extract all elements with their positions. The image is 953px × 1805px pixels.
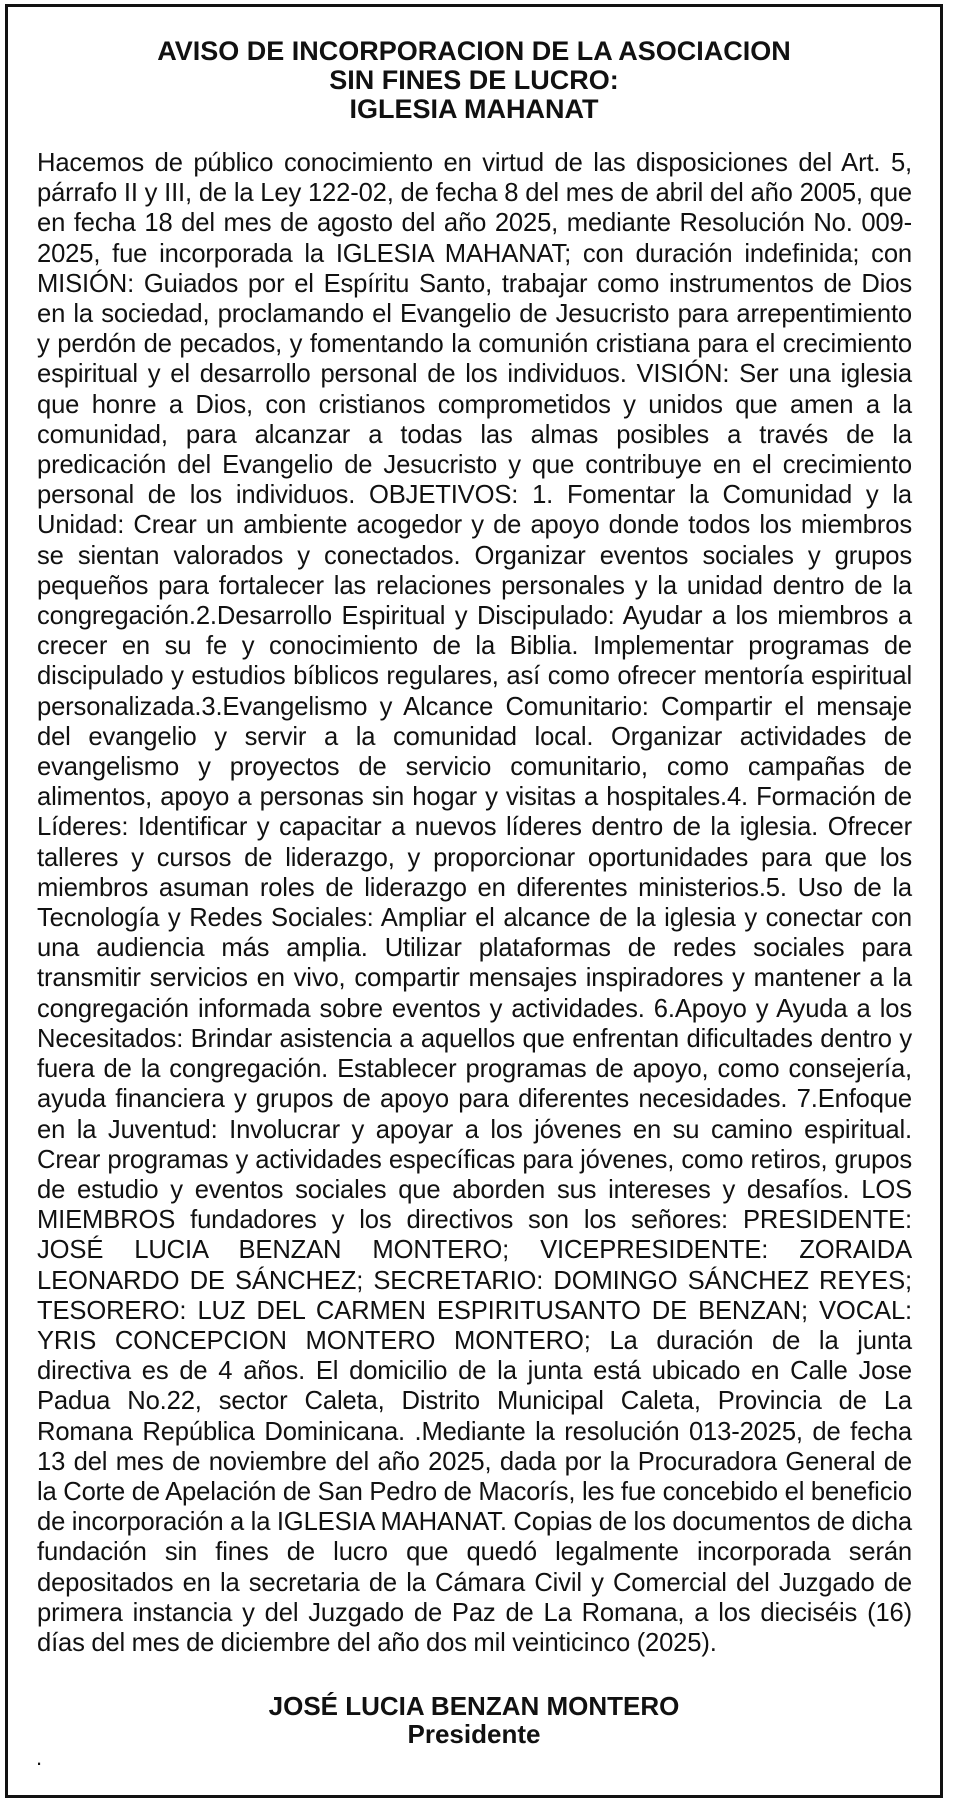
notice-title (8, 37, 940, 124)
signer-name: JOSÉ LUCIA BENZAN MONTERO (268, 1691, 680, 1722)
signature-block (8, 1692, 940, 1748)
footer-mark: . (36, 1745, 43, 1770)
signer-role: Presidente (407, 1719, 541, 1750)
title-line-1: AVISO DE INCORPORACION DE LA ASOCIACION (157, 36, 791, 66)
title-line-3: IGLESIA MAHANAT (349, 94, 599, 124)
notice-body: Hacemos de público conocimiento en virtud de las disposiciones del Art. 5, párrafo II y III, de la Ley 122-02, de fecha 8 del mes de abril del año 2005, que en fecha 18 del mes de agosto del año 2025, mediante Resolución No. 009-2025, fue incorporada la IGLESIA MAHANAT; con duración indefinida; con MISIÓN: Guiados por el Espíritu Santo, trabajar como instrumentos de Dios en la sociedad, proclamando el Evangelio de Jesucristo para arrepentimiento y perdón de pecados, y fomentando la comunión cristiana para el crecimiento espiritual y el desarrollo personal de los individuos. VISIÓN: Ser una iglesia que honre a Dios, con cristianos comprometidos y unidos que amen a la comunidad, para alcanzar a todas las almas posibles a través de la predicación del Evangelio de Jesucristo y que contribuye en el crecimiento personal de los individuos. OBJETIVOS: 1. Fomentar la Comunidad y la Unidad: Crear un ambiente acogedor y de apoyo donde todos los miembros se sientan valorados y conectados. Organizar eventos sociales y grupos pequeños para fortalecer las relaciones personales y la unidad dentro de la congregación.2.Desarrollo Espiritual y Discipulado: Ayudar a los miembros a crecer en su fe y conocimiento de la Biblia. Implementar programas de discipulado y estudios bíblicos regulares, así como ofrecer mentoría espiritual personalizada.3.Evangelismo y Alcance Comunitario: Compartir el mensaje del evangelio y servir a la comunidad local. Organizar actividades de evangelismo y proyectos de servicio comunitario, como campañas de alimentos, apoyo a personas sin hogar y visitas a hospitales.4. Formación de Líderes: Identificar y capacitar a nuevos líderes dentro de la iglesia. Ofrecer talleres y cursos de liderazgo, y proporcionar oportunidades para que los miembros asuman roles de liderazgo en diferentes ministerios.5. Uso de la Tecnología y Redes Sociales: Ampliar el alcance de la iglesia y conectar con una audiencia más amplia. Utilizar plataformas de redes sociales para transmitir servicios en vivo, compartir mensajes inspiradores y mantener a la congregación informada sobre eventos y actividades. 6.Apoyo y Ayuda a los Necesitados: Brindar asistencia a aquellos que enfrentan dificultades dentro y fuera de la congregación. Establecer programas de apoyo, como consejería, ayuda financiera y grupos de apoyo para diferentes necesidades. 7.Enfoque en la Juventud: Involucrar y apoyar a los jóvenes en su camino espiritual. Crear programas y actividades específicas para jóvenes, como retiros, grupos de estudio y eventos sociales que aborden sus intereses y desafíos. LOS MIEMBROS fundadores y los directivos son los señores: PRESIDENTE: JOSÉ LUCIA BENZAN MONTERO; VICEPRESIDENTE: ZORAIDA LEONARDO DE SÁNCHEZ; SECRETARIO: DOMINGO SÁNCHEZ REYES; TESORERO: LUZ DEL CARMEN ESPIRITUSANTO DE BENZAN; VOCAL: YRIS CONCEPCION MONTERO MONTERO; La duración de la junta directiva es de 4 años. El domicilio de la junta está ubicado en Calle Jose Padua No.22, sector Caleta, Distrito Municipal Caleta, Provincia de La Romana República Dominicana. .Mediante la resolución 013-2025, de fecha 13 del mes de noviembre del año 2025, dada por la Procuradora General de la Corte de Apelación de San Pedro de Macorís, les fue concebido el beneficio de incorporación a la IGLESIA MAHANAT. Copias de los documentos de dicha fundación sin fines de lucro que quedó legalmente incorporada serán depositados en la secretaria de la Cámara Civil y Comercial del Juzgado de primera instancia y del Juzgado de Paz de La Romana, a los dieciséis (16) días del mes de diciembre del año dos mil veinticinco (2025). (37, 149, 912, 1657)
legal-notice (5, 4, 943, 1798)
title-line-2: SIN FINES DE LUCRO: (329, 65, 619, 95)
